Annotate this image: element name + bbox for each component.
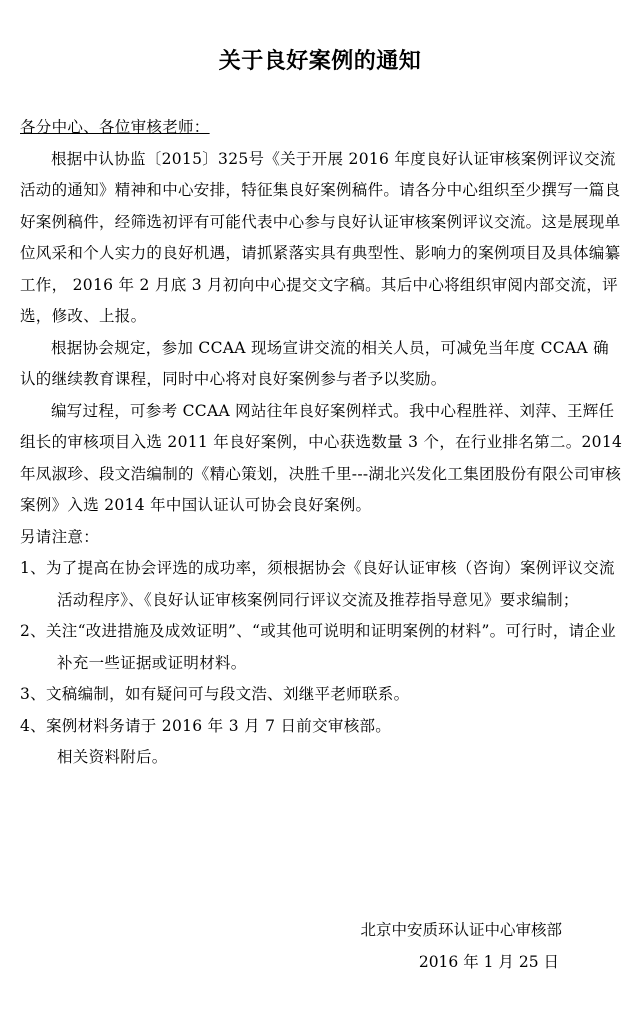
salutation: 各分中心、各位审核老师：	[20, 118, 210, 136]
note-text: 关注“改进措施及成效证明”、“或其他可说明和证明案例的材料”。可行时，请企业补充一些证据或证明材料。	[45, 622, 617, 672]
note-text: 案例材料务请于 2016 年 3 月 7 日前交审核部。	[45, 716, 392, 735]
signature-block	[360, 915, 562, 978]
note-number: 1、	[20, 559, 46, 577]
note-number: 2、	[20, 622, 46, 640]
note-text: 为了提高在协会评选的成功率，须根据协会《良好认证审核（咨询）案例评议交流活动程序》、《良好认证审核案例同行评议交流及推荐指导意见》要求编制；	[45, 559, 615, 609]
signature-org: 北京中安质环认证中心审核部	[360, 921, 562, 939]
note-item	[20, 711, 624, 743]
attachment-note: 相关资料附后。	[57, 748, 168, 766]
signature-date: 2016 年 1 月 25 日	[418, 952, 559, 971]
body-paragraph: 根据协会规定，参加 CCAA 现场宣讲交流的相关人员，可减免当年度 CCAA 确认的继续教育课程，同时中心将对良好案例参与者予以奖励。	[20, 338, 609, 388]
note-item	[20, 679, 624, 711]
document-title: 关于良好案例的通知	[218, 49, 422, 74]
note-item	[20, 553, 624, 616]
note-text: 文稿编制，如有疑问可与段文浩、刘继平老师联系。	[45, 685, 410, 703]
body-paragraph: 编写过程，可参考 CCAA 网站往年良好案例样式。我中心程胜祥、刘萍、王辉任组长的审核项目入选 2011 年良好案例，中心获选数量 3 个，在行业排名第二。2014 年凤淑珍、段文浩编制的《精心策划，决胜千里---湖北兴发化工集团股份有限公司审核案例》入选 2014 年中国认证认可协会良好案例。	[20, 401, 623, 514]
notes-heading: 另请注意：	[20, 527, 100, 546]
note-number: 4、	[20, 716, 46, 735]
note-number: 3、	[20, 685, 46, 703]
body-paragraph: 根据中认协监〔2015〕325号《关于开展 2016 年度良好认证审核案例评议交流活动的通知》精神和中心安排，特征集良好案例稿件。请各分中心组织至少撰写一篇良好案例稿件，经筛选初评有可能代表中心参与良好认证审核案例评议交流。这是展现单位风采和个人实力的良好机遇，请抓紧落实具有典型性、影响力的案例项目及具体编纂工作， 2016 年 2 月底 3 月初向中心提交文字稿。其后中心将组织审阅内部交流，评选，修改、上报。	[20, 149, 621, 325]
document-body	[20, 112, 624, 774]
note-item	[20, 616, 624, 679]
